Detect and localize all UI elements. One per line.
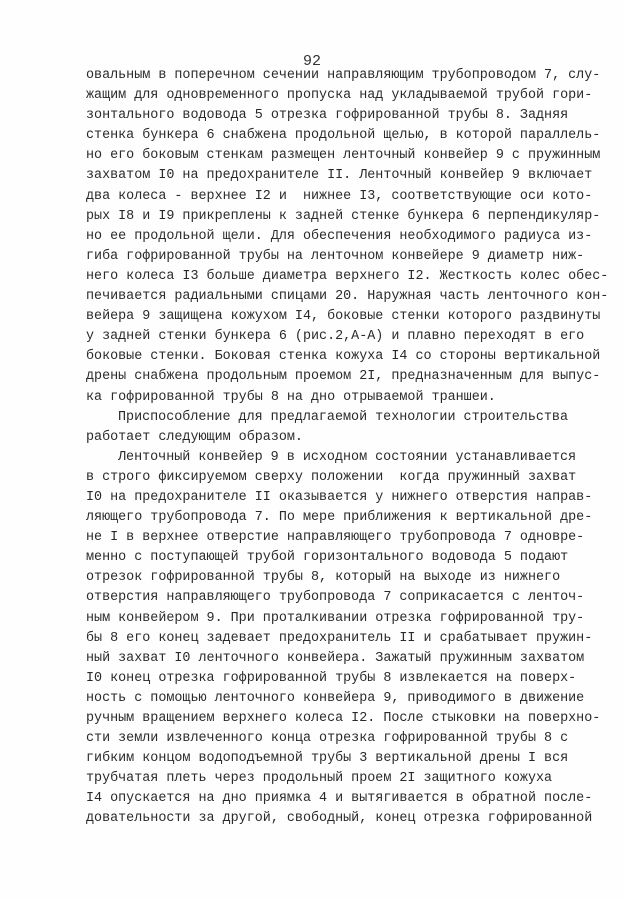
text-line: рых I8 и I9 прикреплены к задней стенке бункера 6 перпендикуляр-: [86, 208, 601, 224]
text-line: вейера 9 защищена кожухом I4, боковые стенки которого раздвинуты: [86, 309, 601, 325]
text-line: захватом I0 на предохранителе II. Ленточный конвейер 9 включает: [86, 168, 593, 184]
text-line: ный захват I0 ленточного конвейера. Зажатый пружинным захватом: [86, 650, 585, 666]
page-number: 92: [302, 53, 321, 70]
text-line: трубчатая плеть через продольный проем 2I защитного кожуха: [86, 771, 553, 787]
text-line: сти земли извлеченного конца отрезка гофрированной трубы 8 с: [86, 731, 569, 747]
text-line: гиба гофрированной трубы на ленточном конвейере 9 диаметр ниж-: [86, 248, 585, 264]
text-line: ность с помощью ленточного конвейера 9, приводимого в движение: [86, 690, 585, 706]
text-line: менно с поступающей трубой горизонтального водовода 5 подают: [86, 550, 569, 566]
text-line: ка гофрированной трубы 8 на дно отрываемой траншеи.: [86, 389, 496, 405]
text-line: не I в верхнее отверстие направляющего трубопровода 7 одновре-: [86, 530, 585, 546]
text-line: зонтального водовода 5 отрезка гофрированной трубы 8. Задняя: [86, 108, 569, 124]
text-line: I0 конец отрезка гофрированной трубы 8 извлекается на поверх-: [86, 670, 577, 686]
text-line: но его боковым стенкам размещен ленточный конвейер 9 с пружинным: [86, 148, 601, 164]
text-line: но ее продольной щели. Для обеспечения необходимого радиуса из-: [86, 228, 593, 244]
text-line: в строго фиксируемом сверху положении когда пружинный захват: [86, 469, 577, 485]
text-line: стенка бункера 6 снабжена продольной щелью, в которой параллель-: [86, 128, 601, 144]
text-line: ручным вращением верхнего колеса I2. После стыковки на поверхно-: [86, 711, 601, 726]
body-text: [86, 66, 616, 830]
text-line: у задней стенки бункера 6 (рис.2,А-А) и плавно переходят в его: [86, 329, 585, 345]
text-line: отверстия направляющего трубопровода 7 соприкасается с ленточ-: [86, 590, 585, 606]
text-line: ным конвейером 9. При проталкивании отрезка гофрированной тру-: [86, 610, 585, 626]
text-line: боковые стенки. Боковая стенка кожуха I4 со стороны вертикальной: [86, 349, 601, 365]
text-line: ляющего трубопровода 7. По мере приближения к вертикальной дре-: [86, 510, 593, 526]
text-line: довательности за другой, свободный, конец отрезка гофрированной: [86, 811, 593, 827]
text-line: печивается радиальными спицами 20. Наружная часть ленточного кон-: [86, 289, 609, 305]
text-line: два колеса - верхнее I2 и нижнее I3, соответствующие оси кото-: [86, 188, 593, 204]
text-line: Приспособление для предлагаемой технологии строительства: [118, 409, 568, 425]
text-line: Ленточный конвейер 9 в исходном состоянии устанавливается: [118, 449, 577, 465]
text-line: дрены снабжена продольным проемом 2I, предназначенным для выпус-: [86, 369, 601, 385]
text-line: гибким концом водоподъемной трубы 3 вертикальной дрены I вся: [86, 751, 569, 767]
text-line: работает следующим образом.: [86, 429, 303, 445]
text-line: бы 8 его конец задевает предохранитель II и срабатывает пружин-: [86, 630, 593, 646]
text-line: овальным в поперечном сечении направляющим трубопроводом 7, слу-: [86, 68, 601, 83]
text-line: отрезок гофрированной трубы 8, который на выходе из нижнего: [86, 570, 561, 586]
text-line: него колеса I3 больше диаметра верхнего I2. Жесткость колес обес-: [86, 268, 609, 284]
text-line: жащим для одновременного пропуска над укладываемой трубой гори-: [86, 88, 593, 104]
text-line: I0 на предохранителе II оказывается у нижнего отверстия направ-: [86, 489, 593, 505]
text-line: I4 опускается на дно приямка 4 и вытягивается в обратной после-: [86, 791, 593, 807]
